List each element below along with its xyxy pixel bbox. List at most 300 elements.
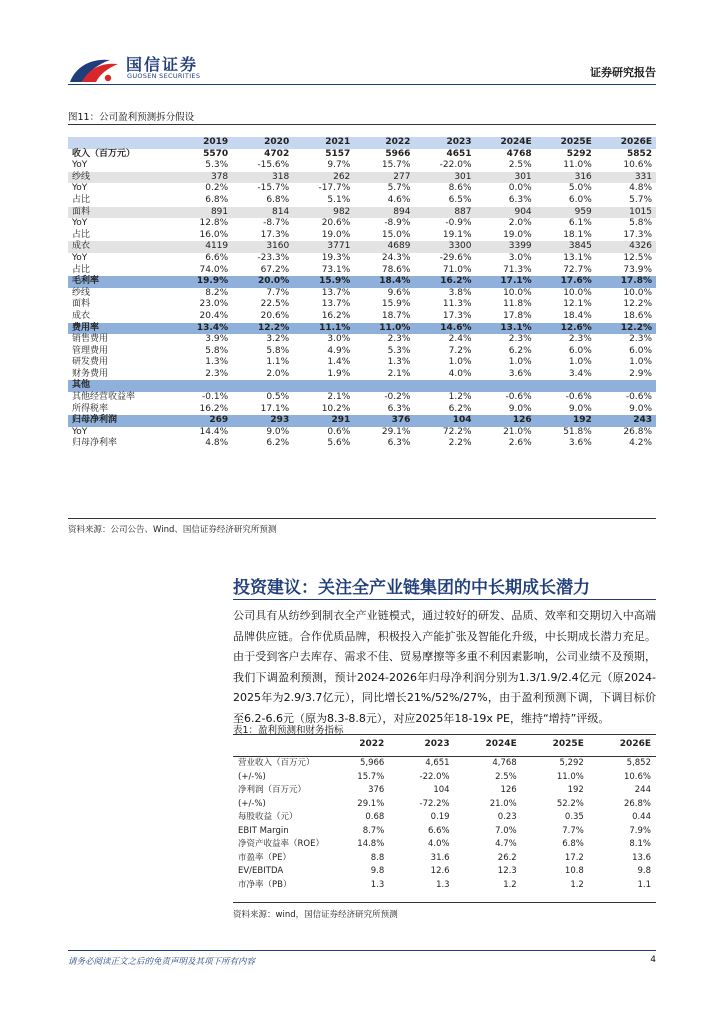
table-cell: 5570 [203, 148, 229, 159]
table-row [233, 879, 656, 893]
table-cell: 11.1% [293, 323, 354, 335]
table-row [68, 334, 656, 346]
table-cell: 4326 [596, 241, 656, 253]
table-cell: -29.6% [439, 252, 472, 263]
table-cell: 13.7% [321, 299, 351, 310]
table-cell [536, 380, 596, 392]
table-cell: 891 [172, 207, 232, 219]
table-cell: 9.8 [370, 866, 385, 876]
row-label: YoY [72, 218, 88, 229]
table-row [68, 265, 656, 277]
table-cell: 3.6% [508, 368, 532, 379]
table-cell: 10.6% [623, 160, 652, 171]
table-cell: 4.9% [327, 345, 351, 356]
table-cell: 7.0% [495, 825, 517, 836]
table-cell: 16.2% [321, 310, 351, 321]
table-cell: 13.7% [321, 287, 351, 298]
table-cell: 10.8 [564, 866, 584, 876]
row-label: YoY [72, 183, 88, 194]
row-label: YoY [72, 252, 88, 263]
table-cell: 71.3% [503, 264, 532, 275]
table-cell: 6.3% [508, 194, 532, 205]
table-cell: 9.6% [387, 287, 411, 298]
table-cell: 15.9% [381, 299, 411, 310]
table-cell: 192 [567, 785, 584, 795]
table-cell: 15.7% [381, 160, 411, 171]
table-cell: 6.0% [629, 345, 652, 356]
table-cell [596, 380, 656, 392]
table-cell: 78.6% [381, 264, 411, 275]
column-header: 2021 [293, 137, 354, 149]
table-cell: -15.7% [257, 183, 290, 194]
table-row [68, 276, 656, 288]
table-cell: 1.9% [327, 368, 351, 379]
row-label: 费用率 [68, 323, 172, 335]
table-cell: 10.0% [563, 287, 592, 298]
table-cell: 20.0% [232, 276, 293, 288]
row-label: 管理费用 [72, 345, 109, 356]
table-cell: 277 [354, 172, 414, 184]
table-cell: 1.2 [503, 879, 517, 890]
table-cell: 4768 [506, 148, 532, 159]
table-cell: -0.9% [445, 218, 472, 229]
table-cell: 6.0% [568, 194, 592, 205]
row-label: YoY [72, 160, 88, 171]
table-header-row [68, 137, 656, 149]
table-cell: 15.0% [381, 229, 411, 240]
table-cell: 5.0% [568, 183, 592, 194]
table-cell: 12.5% [623, 252, 652, 263]
column-header: 2022 [329, 734, 389, 757]
table-cell: 0.23 [497, 812, 517, 822]
table-cell: 29.1% [381, 426, 411, 437]
table-cell: 4,651 [425, 758, 450, 768]
table-row [68, 323, 656, 335]
table-row [233, 784, 656, 798]
figure-top-divider [68, 124, 656, 125]
table-row [68, 299, 656, 311]
table-cell: 887 [414, 207, 475, 219]
table-cell: 3160 [232, 241, 293, 253]
table-cell [172, 380, 232, 392]
table-cell: 10.2% [321, 403, 351, 414]
table-cell: 1015 [596, 207, 656, 219]
table-row [68, 149, 656, 161]
table-row [68, 172, 656, 184]
table-cell: 20.6% [260, 310, 290, 321]
earnings-assumption-table [68, 137, 656, 450]
logo-chinese-name: 国信证券 [126, 55, 199, 74]
table-cell: 8.1% [629, 839, 651, 849]
table-cell: 0.44 [632, 812, 651, 822]
table-cell: 378 [172, 172, 232, 184]
logo-english-name: GUOSEN SECURITIES [127, 72, 201, 80]
table-cell: -8.9% [384, 218, 411, 229]
table-cell: 72.7% [563, 264, 592, 275]
column-header: 2020 [232, 137, 293, 149]
table-cell: 16.2% [414, 276, 475, 288]
table-cell: 291 [293, 415, 354, 427]
table-cell: 1.2 [570, 879, 584, 890]
table-cell: 14.8% [357, 839, 385, 849]
table-cell: 4.2% [629, 438, 652, 449]
section-title: 投资建议：关注全产业链集团的中长期成长潜力 [233, 578, 590, 598]
column-header: 2019 [172, 137, 232, 149]
table-cell: 2.6% [508, 438, 532, 449]
table-cell: 2.5% [495, 771, 517, 782]
table-cell: 12.6 [430, 866, 450, 876]
table-cell: -0.6% [505, 392, 532, 403]
row-label: 所得税率 [72, 403, 109, 414]
table-cell: -0.1% [202, 392, 229, 403]
table-cell: 959 [536, 207, 596, 219]
table-cell: 12.6% [536, 323, 596, 335]
table-cell: 73.1% [321, 264, 351, 275]
row-label: 面料 [68, 207, 172, 219]
table-cell: 0.68 [365, 812, 385, 822]
table-cell: 5.8% [266, 345, 290, 356]
page-number: 4 [650, 955, 656, 965]
table-row [233, 771, 656, 785]
row-label: (+/-%) [238, 798, 266, 809]
table-cell: 29.1% [357, 798, 385, 809]
column-header: 2026E [589, 734, 656, 757]
row-label: 每股收益（元） [238, 812, 298, 822]
table-cell: 8.6% [448, 183, 472, 194]
table-row [68, 369, 656, 381]
table-cell: 17.3% [623, 229, 652, 240]
row-label: EV/EBITDA [238, 866, 284, 876]
table-cell: 17.3% [260, 229, 290, 240]
table-cell: 2.1% [387, 368, 411, 379]
table-cell: 10.6% [623, 771, 651, 782]
table-cell: 12.1% [563, 299, 592, 310]
table-cell: 4.6% [387, 194, 411, 205]
table-cell: 9.0% [568, 403, 592, 414]
table-cell: 11.0% [354, 323, 414, 335]
column-header: 2024E [476, 137, 536, 149]
table-cell: 17.6% [536, 276, 596, 288]
table-cell: 7.7% [266, 287, 290, 298]
table-cell: -0.6% [625, 392, 652, 403]
row-label: 净利润（百万元） [238, 785, 307, 795]
table-cell: 5157 [325, 148, 351, 159]
table-cell: 6.3% [387, 403, 411, 414]
table-cell: 5.1% [327, 194, 351, 205]
row-label: 研发费用 [72, 357, 109, 368]
column-header: 2022 [354, 137, 414, 149]
table-cell: 18.6% [623, 310, 652, 321]
table-cell: 6.2% [448, 403, 472, 414]
table-cell: 6.2% [266, 438, 290, 449]
table-cell: 26.8% [623, 798, 651, 809]
table-cell: 21.0% [489, 798, 517, 809]
table-cell: -22.0% [419, 771, 450, 782]
table-cell: 2.3% [205, 368, 229, 379]
table-cell: 3.8% [448, 287, 472, 298]
table-cell: 1.1% [266, 357, 290, 368]
column-header: 2023 [414, 137, 475, 149]
table-cell: 17.8% [596, 276, 656, 288]
figure-11-title: 图11：公司盈利预测拆分假设 [68, 112, 195, 123]
table-cell: 318 [232, 172, 293, 184]
table-cell: 71.0% [442, 264, 472, 275]
table-cell: 0.0% [508, 183, 532, 194]
table-row [68, 357, 656, 369]
table-cell: 126 [476, 415, 536, 427]
row-label: 归母净利润 [68, 415, 172, 427]
table-cell: 5,292 [559, 758, 584, 768]
table-cell: 4.7% [495, 839, 517, 849]
table-cell: 1.0% [448, 357, 472, 368]
table-cell: 293 [232, 415, 293, 427]
table-row [68, 160, 656, 172]
table-cell: 301 [414, 172, 475, 184]
table-cell: 1.3% [205, 357, 229, 368]
table-cell: 1.1 [637, 879, 651, 890]
column-header: 2026E [596, 137, 656, 149]
row-label: 其他经营收益率 [72, 392, 136, 403]
table-cell: 2.0% [266, 368, 290, 379]
table-cell [354, 380, 414, 392]
table-cell: 0.19 [430, 812, 450, 822]
table-cell: 15.9% [293, 276, 354, 288]
table-cell: 11.8% [503, 299, 532, 310]
table-cell: 2.5% [508, 160, 532, 171]
table-cell: 24.3% [381, 252, 411, 263]
row-label: 市净率（PB） [238, 879, 292, 890]
table-cell: 3.0% [327, 334, 351, 345]
table-cell: 6.8% [205, 194, 229, 205]
table-cell: 17.2 [564, 852, 584, 863]
row-label: 成衣 [72, 310, 91, 321]
table-cell: -17.7% [318, 183, 351, 194]
table-cell: 3.0% [508, 252, 532, 263]
table-cell: 11.3% [442, 299, 472, 310]
table-cell: 126 [500, 785, 517, 795]
table-cell: 3771 [293, 241, 354, 253]
table-cell: 2.4% [448, 334, 472, 345]
table-cell [232, 380, 293, 392]
table-cell: -15.6% [257, 160, 290, 171]
table-cell [476, 380, 536, 392]
row-label: 归母净利率 [72, 438, 118, 449]
figure-bottom-divider [68, 518, 656, 519]
table-cell: 4651 [446, 148, 472, 159]
table-cell: 9.0% [266, 426, 290, 437]
table-cell: 269 [172, 415, 232, 427]
table-cell [293, 380, 354, 392]
table-cell: 2.3% [508, 334, 532, 345]
table-cell: 301 [476, 172, 536, 184]
table-cell: 26.2 [497, 852, 517, 863]
row-label: EBIT Margin [238, 825, 289, 836]
table-cell: 5966 [385, 148, 411, 159]
table-cell: 4689 [354, 241, 414, 253]
table-cell: 13.1% [476, 323, 536, 335]
table-cell: 4.8% [205, 438, 229, 449]
table-row [68, 288, 656, 300]
table-cell: -22.0% [439, 160, 472, 171]
table-cell: 2.3% [387, 334, 411, 345]
table-cell: 8.7% [362, 825, 385, 836]
table-cell: 9.7% [327, 160, 351, 171]
row-label: 其他 [68, 380, 172, 392]
table-cell: 2.1% [327, 392, 351, 403]
table-cell: 20.6% [321, 218, 351, 229]
table-cell: 894 [354, 207, 414, 219]
table-cell: 17.8% [503, 310, 532, 321]
table-cell: 0.6% [327, 426, 351, 437]
table-cell: 262 [293, 172, 354, 184]
table-cell: 6.6% [205, 252, 229, 263]
table-cell: 16.2% [199, 403, 229, 414]
table-cell: 18.4% [563, 310, 592, 321]
table-row [68, 404, 656, 416]
table-cell: 1.3% [387, 357, 411, 368]
footer-divider [68, 950, 656, 951]
table-cell: 376 [368, 785, 385, 795]
table-cell: 6.6% [427, 825, 450, 836]
table-cell: 73.9% [623, 264, 652, 275]
table-cell: 243 [596, 415, 656, 427]
table-cell: 12.8% [199, 218, 229, 229]
row-label: 纱线 [68, 172, 172, 184]
table-cell: 19.0% [503, 229, 532, 240]
table-cell: 7.9% [629, 825, 651, 836]
table-cell: 14.4% [199, 426, 229, 437]
table-cell: 5.3% [387, 345, 411, 356]
table-cell: 19.3% [321, 252, 351, 263]
row-label: 成衣 [68, 241, 172, 253]
column-header [233, 734, 329, 757]
table-cell: 10.0% [623, 287, 652, 298]
table-cell: 4119 [172, 241, 232, 253]
column-header: 2025E [522, 734, 589, 757]
table-1-bottom-divider [233, 902, 656, 903]
table-cell: 13.6 [632, 852, 651, 863]
table-row [68, 183, 656, 195]
table-row [233, 825, 656, 839]
table-cell: 18.4% [354, 276, 414, 288]
table-cell: 6.0% [568, 345, 592, 356]
table-cell: 12.2% [596, 323, 656, 335]
page-header [0, 0, 724, 96]
table-cell: 8.2% [205, 287, 229, 298]
column-header: 2025E [536, 137, 596, 149]
table-cell: 1.0% [568, 357, 592, 368]
table-cell: 21.0% [503, 426, 532, 437]
table-cell: 72.2% [442, 426, 472, 437]
table-cell: 19.1% [442, 229, 472, 240]
table-cell: 14.6% [414, 323, 475, 335]
table-cell: 12.3 [497, 866, 517, 876]
table-row [68, 311, 656, 323]
table-row [68, 438, 656, 450]
table-cell: 244 [634, 785, 651, 795]
table-cell: 3.9% [205, 334, 229, 345]
table-cell: 20.4% [199, 310, 229, 321]
table-cell: 13.4% [172, 323, 232, 335]
table-cell: 316 [536, 172, 596, 184]
table-cell: 19.0% [321, 229, 351, 240]
table-row [68, 218, 656, 230]
table-cell: 3300 [414, 241, 475, 253]
table-cell: 6.8% [562, 839, 584, 849]
table-1-title: 表1：盈利预测和财务指标 [233, 725, 344, 736]
financial-indicators-table [233, 734, 656, 892]
table-cell: -23.3% [257, 252, 290, 263]
table-cell: 7.2% [448, 345, 472, 356]
table-row [68, 195, 656, 207]
table-row [233, 798, 656, 812]
table-cell: 904 [476, 207, 536, 219]
table-cell: 2.9% [629, 368, 652, 379]
table-cell: 26.8% [623, 426, 652, 437]
table-cell: 19.9% [172, 276, 232, 288]
row-label: 毛利率 [68, 276, 172, 288]
table-cell: 5852 [626, 148, 652, 159]
table-row [68, 380, 656, 392]
table-cell: 9.8 [637, 866, 651, 876]
table-cell: 982 [293, 207, 354, 219]
row-label: YoY [72, 426, 88, 437]
row-label: 收入（百万元） [72, 148, 136, 159]
row-label: 纱线 [72, 287, 91, 298]
table-cell: -8.7% [263, 218, 290, 229]
table-cell: 0.5% [266, 392, 290, 403]
table-cell: 1.0% [629, 357, 652, 368]
table-cell: 2.2% [448, 438, 472, 449]
table-cell: 5.6% [327, 438, 351, 449]
table-cell: 6.5% [448, 194, 472, 205]
table-cell: 23.0% [199, 299, 229, 310]
table-cell: 6.1% [568, 218, 592, 229]
table-cell: 74.0% [199, 264, 229, 275]
table-row [233, 852, 656, 866]
table-1-source: 资料来源：wind，国信证券经济研究所预测 [233, 910, 398, 920]
table-row [233, 757, 656, 771]
table-cell: -0.6% [565, 392, 592, 403]
table-cell: 18.7% [381, 310, 411, 321]
table-row [68, 230, 656, 242]
table-cell: 12.2% [232, 323, 293, 335]
table-cell: 4702 [264, 148, 290, 159]
table-cell: 2.0% [508, 218, 532, 229]
table-header-row [233, 734, 656, 757]
table-cell: 2.3% [629, 334, 652, 345]
column-header: 2023 [389, 734, 454, 757]
table-cell: 5.8% [205, 345, 229, 356]
table-row [68, 253, 656, 265]
table-cell: 331 [596, 172, 656, 184]
table-cell: 17.1% [260, 403, 290, 414]
table-cell: 13.1% [563, 252, 592, 263]
investment-advice-paragraph: 公司具有从纺纱到制衣全产业链模式，通过较好的研发、品质、效率和交期切入中高端品牌供应链。合作优质品牌，积极投入产能扩张及智能化升级，中长期成长潜力充足。由于受到客户去库存、需求不佳、贸易摩擦等多重不利因素影响，公司业绩不及预期，我们下调盈利预测，预计2024-2026年归母净利润分别为1.3/1.9/2.4亿元（原2024-2025年为2.9/3.7亿元），同比增长21%/52%/27%，由于盈利预测下调，下调目标价至6.2-6.6元（原为8.3-8.8元），对应2025年18-19x PE，维持“增持”评级。 [233, 609, 656, 725]
table-cell: 4.0% [427, 839, 450, 849]
table-cell: 11.0% [556, 771, 584, 782]
table-cell: 104 [433, 785, 450, 795]
row-label: 营业收入（百万元） [238, 758, 315, 768]
table-cell: 1.4% [327, 357, 351, 368]
table-cell: 3399 [476, 241, 536, 253]
table-cell: -0.2% [384, 392, 411, 403]
table-cell: 1.2% [448, 392, 472, 403]
disclaimer-note: 请务必阅读正文之后的免责声明及其项下所有内容 [68, 957, 256, 967]
table-cell: 0.2% [205, 183, 229, 194]
table-cell: -72.2% [419, 798, 450, 809]
table-cell: 5.7% [387, 183, 411, 194]
